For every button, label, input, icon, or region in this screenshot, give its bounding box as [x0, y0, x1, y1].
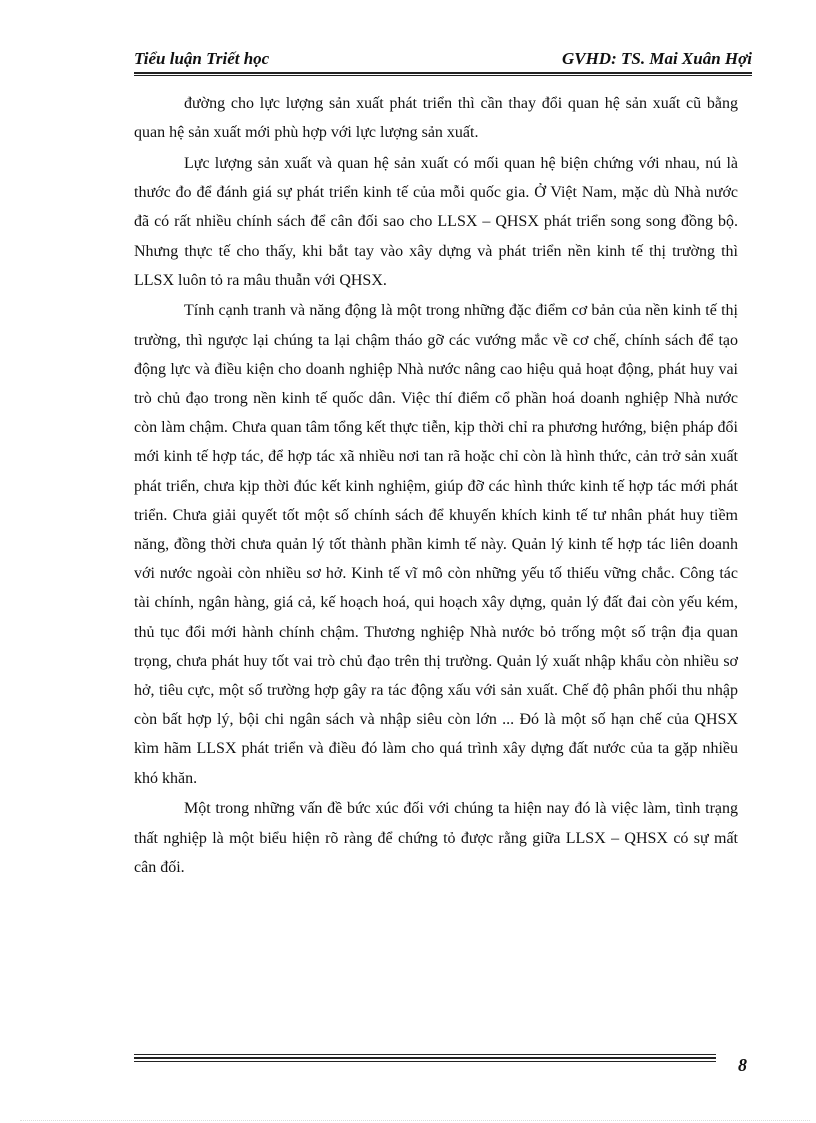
- header-rule-thin: [134, 75, 752, 76]
- header-rule-thick: [134, 72, 752, 74]
- document-body: [134, 89, 738, 882]
- page-number: 8: [738, 1055, 747, 1075]
- paragraph: Lực lượng sản xuất và quan hệ sản xuất có mối quan hệ biện chứng với nhau, nú là thước đo để đánh giá sự phát triển kinh tế của mỗi quốc gia. Ở Việt Nam, mặc dù Nhà nước đã có rất nhiều chính sách để cân đối sao cho LLSX – QHSX phát triển song song đồng bộ. Nhưng thực tế cho thấy, khi bắt tay vào xây dựng và phát triển nền kinh tế thị trường thì LLSX luôn tỏ ra mâu thuẫn với QHSX.: [134, 154, 738, 289]
- page-edge-dots: [20, 1120, 810, 1121]
- paragraph-continuation: đường cho lực lượng sản xuất phát triển thì cần thay đổi quan hệ sản xuất cũ bằng quan hệ sản xuất mới phù hợp với lực lượng sản xuất.: [134, 95, 738, 142]
- footer-rule-middle: [134, 1057, 716, 1059]
- header-title: Tiểu luận Triết học: [134, 49, 270, 68]
- paragraph: Một trong những vấn đề bức xúc đối với chúng ta hiện nay đó là việc làm, tình trạng thất nghiệp là một biểu hiện rõ ràng để chứng tỏ được rằng giữa LLSX – QHSX có sự mất cân đối.: [134, 800, 738, 876]
- paragraph: Tính cạnh tranh và năng động là một trong những đặc điểm cơ bản của nền kinh tế thị trường, thì ngược lại chúng ta lại chậm tháo gỡ các vướng mắc về cơ chế, chính sách để tạo động lực và điều kiện cho doanh nghiệp Nhà nước nâng cao hiệu quả hoạt động, phát huy vai trò chủ đạo trong nền kinh tế quốc dân. Việc thí điểm cổ phần hoá doanh nghiệp Nhà nước còn làm chậm. Chưa quan tâm tổng kết thực tiễn, kịp thời chỉ ra phương hướng, biện pháp đổi mới kinh tế hợp tác, để hợp tác xã nhiều nơi tan rã hoặc chỉ còn là hình thức, cản trở sản xuất phát triển, chưa kịp thời đúc kết kinh nghiệm, giúp đỡ các hình thức kinh tế hợp tác mới phát triển. Chưa giải quyết tốt một số chính sách để khuyến khích kinh tế tư nhân phát huy tiềm năng, đồng thời chưa quản lý tốt thành phần kimh tế này. Quản lý kinh tế hợp tác liên doanh với nước ngoài còn nhiều sơ hở. Kinh tế vĩ mô còn những yếu tố thiếu vững chắc. Công tác tài chính, ngân hàng, giá cả, kế hoạch hoá, qui hoạch xây dựng, quản lý đất đai còn yếu kém, thủ tục đổi mới hành chính chậm. Thương nghiệp Nhà nước bỏ trống một số trận địa quan trọng, chưa phát huy tốt vai trò chủ đạo trên thị trường. Quản lý xuất nhập khẩu còn nhiều sơ hở, tiêu cực, một số trường hợp gây ra tác động xấu với sản xuất. Chế độ phân phối thu nhập còn bất hợp lý, bội chi ngân sách và nhập siêu còn lớn ... Đó là một số hạn chế của QHSX kìm hãm LLSX phát triển và điều đó làm cho quá trình xây dựng đất nước của ta gặp nhiều khó khăn.: [134, 302, 738, 787]
- header-advisor: GVHD: TS. Mai Xuân Hợi: [561, 49, 752, 68]
- footer-rule-bottom: [134, 1061, 716, 1062]
- page-header: [134, 48, 752, 70]
- footer-rule-top: [134, 1054, 716, 1055]
